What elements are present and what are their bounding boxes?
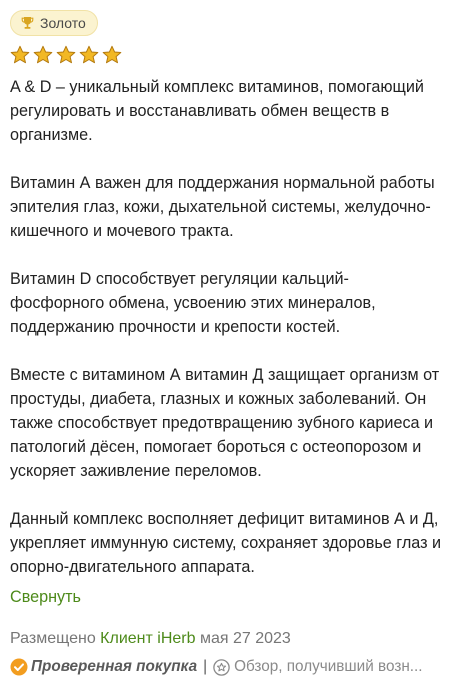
incentivized-review-label[interactable]: Обзор, получивший возн... (234, 658, 423, 675)
check-circle-icon (10, 658, 28, 676)
review-date: мая 27 2023 (199, 630, 291, 647)
collapse-link[interactable]: Свернуть (10, 588, 81, 606)
star-icon (10, 45, 30, 65)
review-card (10, 10, 442, 679)
review-paragraph: Витамин А важен для поддержания нормальной работы эпителия глаз, кожи, дыхательной системы, желудочно-кишечного и мочевого тракта. (10, 174, 435, 240)
trophy-icon (21, 16, 34, 30)
footer-separator: | (203, 658, 208, 675)
star-rating (10, 45, 442, 67)
review-paragraph: Вместе с витамином А витамин Д защищает организм от простуды, диабета, глазных и кожных заболеваний. Он также способствует предотвращению зубного кариеса и патологий дёсен, помогает бороться с остеопорозом и ускоряет заживление переломов. (10, 366, 440, 480)
review-footer (10, 655, 442, 679)
review-text (10, 75, 442, 579)
review-paragraph: Данный комплекс восполняет дефицит витаминов А и Д, укрепляет иммунную систему, сохраняет здоровье глаз и опорно-двигательного аппарата. (10, 510, 442, 576)
gold-badge (10, 10, 98, 36)
reward-icon (213, 659, 230, 676)
posted-prefix: Размещено (10, 630, 96, 647)
star-icon (102, 45, 122, 65)
verified-purchase-label: Проверенная покупка (31, 658, 198, 675)
badge-label: Золото (40, 15, 86, 31)
review-paragraph: A & D – уникальный комплекс витаминов, помогающий регулировать и восстанавливать обмен веществ в организме. (10, 78, 424, 144)
review-meta (10, 627, 442, 651)
star-icon (79, 45, 99, 65)
review-paragraph: Витамин D способствует регуляции кальций-фосфорного обмена, усвоению этих минералов, поддержанию прочности и крепости костей. (10, 270, 376, 336)
star-icon (56, 45, 76, 65)
author-link[interactable]: Клиент iHerb (100, 630, 196, 647)
star-icon (33, 45, 53, 65)
